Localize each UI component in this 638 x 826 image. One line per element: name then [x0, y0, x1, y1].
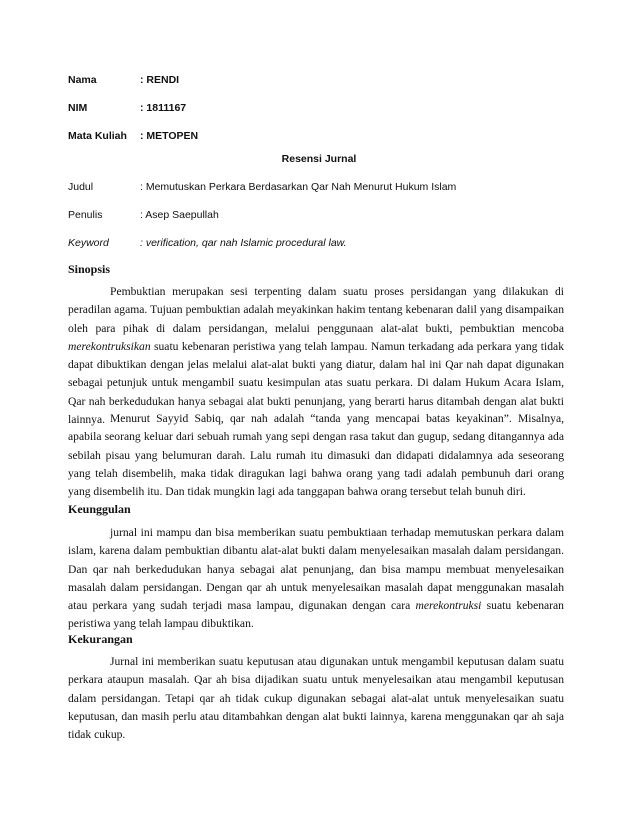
nama-label: Nama — [68, 74, 97, 86]
keyword-row — [68, 237, 347, 249]
kekurangan-heading: Kekurangan — [68, 632, 133, 646]
nim-label: NIM — [68, 102, 88, 114]
keunggulan-heading: Keunggulan — [68, 502, 131, 516]
sinopsis-paragraph-2: Menurut Sayyid Sabiq, qar nah adalah “tanda yang mencapai batas keyakinan”. Misalnya, apabila seorang keluar dari sebuah rumah yang sepi dengan rasa takut dan gugup, sedang ditangannya ada sebilah pisau yang belumuran darah. Lalu rumah itu dimasuki dan didapati didalamnya ada seseorang yang telah disembelih, maka tidak diragukan lagi bahwa orang yang tadi adalah pembunuh dari orang yang disembelih itu. Dan tidak mungkin lagi ada tanggapan bahwa orang tersebut telah bunuh diri. — [68, 412, 564, 499]
penulis-row — [68, 209, 219, 221]
sinopsis-p1-text-a: Pembuktian merupakan sesi terpenting dalam suatu proses persidangan yang dilakukan di peradilan agama. Tujuan pembuktian adalah meyakinkan hakim tentang kebenaran dalil yang disampaikan oleh para pihak di dalam persidangan, melalui penggunaan alat-alat bukti, pembuktian mencoba — [68, 285, 564, 335]
nim-row — [68, 102, 186, 114]
document-title-text: Resensi Jurnal — [281, 153, 357, 165]
mata-kuliah-row — [68, 130, 198, 142]
penulis-value: : Asep Saepullah — [140, 209, 219, 221]
sinopsis-p1-text-b: suatu kebenaran peristiwa yang telah lampau. Namun terkadang ada perkara yang tidak dapat dibuktikan dengan jelas melalui alat-alat bukti yang diatur, dalam hal ini Qar nah dapat digunakan sebagai petunjuk untuk mengambil suatu kesimpulan atas suatu perkara. Di dalam Hukum Acara Islam, Qar nah berkedudukan hanya sebagai alat bukti penunjang, yang berarti harus ditambah dengan alat bukti lainnya. — [68, 339, 564, 427]
penulis-label: Penulis — [68, 209, 103, 221]
mata-kuliah-label: Mata Kuliah — [68, 130, 127, 142]
nim-value: : 1811167 — [140, 102, 187, 114]
judul-label: Judul — [68, 181, 94, 193]
keunggulan-paragraph — [68, 524, 564, 634]
judul-value: : Memutuskan Perkara Berdasarkan Qar Nah Menurut Hukum Islam — [140, 181, 457, 193]
sinopsis-heading: Sinopsis — [68, 262, 111, 276]
nama-row — [68, 74, 179, 86]
document-title — [0, 153, 638, 165]
keyword-label: Keyword — [68, 237, 109, 249]
judul-row — [68, 181, 456, 193]
keunggulan-text-b: suatu kebenaran peristiwa yang telah lampau dibuktikan. — [68, 599, 564, 631]
keunggulan-emphasis: merekontruksi — [415, 599, 482, 613]
keyword-value: : verification, qar nah Islamic procedural law. — [140, 237, 347, 249]
nama-value: : RENDI — [140, 74, 180, 86]
keunggulan-text-a: jurnal ini mampu dan bisa memberikan suatu pembuktiaan terhadap memutuskan perkara dalam islam, karena dalam pembuktian dibantu alat-alat bukti dalam menyelesaikan masalah dalam persidangan. Dan qar nah berkedudukan hanya sebagai alat penunjang, dan bisa mampu membuat menyelesaikan masalah dalam persidangan. Dengan qar ah untuk menyelesaikan masalah dapat menggunakan masalah atau perkara yang sudah terjadi masa lampau, digunakan dengan cara — [68, 526, 564, 613]
sinopsis-p1-emphasis: merekontruksikan — [68, 339, 151, 353]
mata-kuliah-value: : METOPEN — [140, 130, 199, 142]
kekurangan-paragraph: Jurnal ini memberikan suatu keputusan atau digunakan untuk mengambil keputusan dalam suatu perkara ataupun masalah. Qar ah bisa dijadikan suatu untuk menyelesaikan atau mengambil keputusan dalam persidangan. Tetapi qar ah tidak cukup digunakan sebagai alat-alat untuk menyelesaikan suatu keputusan, dan masih perlu atau ditambahkan dengan alat bukti lainnya, karena menggunakan qar ah saja tidak cukup. — [68, 655, 564, 742]
sinopsis-paragraph-1 — [68, 283, 564, 429]
